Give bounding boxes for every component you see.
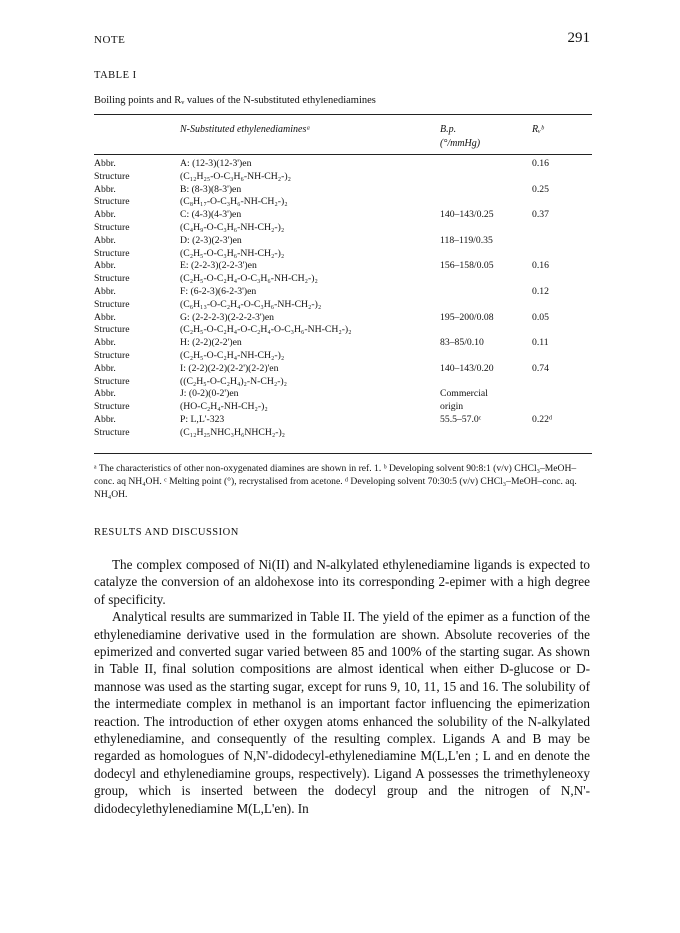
- row-label: Abbr.: [94, 362, 116, 374]
- table-row: [94, 414, 592, 427]
- row-bp: [440, 171, 532, 184]
- row-label: Structure: [94, 375, 130, 387]
- row-rf: [532, 324, 592, 337]
- row-entry: C: (4-3)(4-3')en: [180, 209, 242, 221]
- row-rf: 0.05: [532, 311, 549, 323]
- header-bp-unit: (°/mmHg): [440, 138, 481, 149]
- row-entry: H: (2-2)(2-2')en: [180, 337, 242, 349]
- table-row: [94, 158, 592, 171]
- row-entry: D: (2-3)(2-3')en: [180, 234, 242, 246]
- row-bp: [440, 273, 532, 286]
- header-substituted: N-Substituted ethylenediaminesᵃ: [180, 124, 311, 135]
- table-row: [94, 299, 592, 312]
- row-entry: (C₂H₅-O-C₂H₄-NH-CH₂-)₂: [180, 349, 285, 361]
- row-entry: P: L,L'-323: [180, 413, 225, 425]
- row-label: Structure: [94, 426, 130, 438]
- row-rf: 0.16: [532, 260, 549, 272]
- table-row: [94, 235, 592, 248]
- paragraph-2: Analytical results are summarized in Table II. The yield of the epimer as a function of the ethylenediamine derivative used in the formulation are shown. Absolute recoveries of the epimerized and converted sugar varied between 85 and 100% of the starting sugar. As shown in Table II, final solution compositions are almost identical when either D-glucose or D-mannose was used as the starting sugar, except for runs 9, 10, 11, 15 and 16. The solubility of the intermediate complex in methanol is an important factor influencing the epimerization reaction. The introduction of ether oxygen atoms enhanced the solubility of the N-alkylated ethylenediamine, and consequently of the resulting complex. Ligands A and B may be regarded as homologues of N,N'-didodecyl-ethylenediamine M(L,L'en ; L and en denote the dodecyl and ethylenediamine groups, respectively). Ligand A possesses the trimethyleneoxy group, which is inserted between the dodecyl group and the nitrogen of N,N'-didodecylethylenediamine M(L,L'en). In: [94, 609, 590, 816]
- table-top-rule: [94, 114, 592, 115]
- table-row: [94, 286, 592, 299]
- row-label: Abbr.: [94, 158, 116, 169]
- ethylenediamine-table: [94, 158, 592, 440]
- row-entry: (C₆H₁₃-O-C₂H₄-O-C₃H₆-NH-CH₂-)₂: [180, 298, 322, 310]
- row-entry: A: (12-3)(12-3')en: [180, 158, 252, 169]
- row-rf: 0.12: [532, 285, 549, 297]
- row-bp: [440, 222, 532, 235]
- table-row: [94, 376, 592, 389]
- row-bp: origin: [440, 401, 464, 413]
- row-label: Structure: [94, 170, 130, 182]
- paragraph-1: The complex composed of Ni(II) and N-alkylated ethylenediamine ligands is expected to catalyze the conversion of an aldohexose into its corresponding 2-epimer with a high degree of specificity.: [94, 557, 590, 607]
- row-bp: [440, 427, 532, 440]
- table-row: [94, 388, 592, 401]
- page-number: 291: [567, 30, 590, 46]
- table-header-rule: [94, 154, 592, 155]
- row-bp: 195–200/0.08: [440, 311, 494, 323]
- row-bp: [440, 184, 532, 197]
- table-row: [94, 260, 592, 273]
- row-label: Abbr.: [94, 311, 116, 323]
- row-label: Abbr.: [94, 183, 116, 195]
- row-entry: J: (0-2)(0-2')en: [180, 388, 239, 400]
- row-entry: G: (2-2-2-3)(2-2-2-3')en: [180, 311, 275, 323]
- row-bp: [440, 299, 532, 312]
- row-rf: [532, 401, 592, 414]
- table-caption: Boiling points and Rᵥ values of the N-substituted ethylenediamines: [94, 95, 376, 106]
- row-rf: 0.37: [532, 209, 549, 221]
- table-row: [94, 401, 592, 414]
- row-entry: ((C₂H₅-O-C₂H₄)₂-N-CH₂-)₂: [180, 375, 288, 387]
- row-label: Abbr.: [94, 285, 116, 297]
- row-label: Abbr.: [94, 209, 116, 221]
- row-rf: [532, 235, 592, 248]
- row-label: Structure: [94, 401, 130, 413]
- row-rf: [532, 299, 592, 312]
- row-rf: [532, 196, 592, 209]
- row-label: Abbr.: [94, 388, 116, 400]
- table-body: [94, 158, 592, 440]
- row-bp: [440, 286, 532, 299]
- table-row: [94, 350, 592, 363]
- row-bp: 55.5–57.0ᶜ: [440, 413, 482, 425]
- table-row: [94, 427, 592, 440]
- row-bp: [440, 376, 532, 389]
- row-bp: 140–143/0.25: [440, 209, 494, 221]
- header-rf: Rᵥᵇ: [532, 124, 544, 135]
- row-rf: 0.11: [532, 337, 549, 349]
- row-rf: [532, 350, 592, 363]
- row-entry: (C₄H₉-O-C₃H₆-NH-CH₂-)₂: [180, 221, 285, 233]
- row-entry: (C₁₂H₂₅-O-C₃H₆-NH-CH₂-)₂: [180, 170, 291, 182]
- row-rf: [532, 171, 592, 184]
- table-row: [94, 324, 592, 337]
- row-entry: (C₂H₅-O-C₃H₆-NH-CH₂-)₂: [180, 247, 285, 259]
- table-row: [94, 248, 592, 261]
- row-entry: I: (2-2)(2-2)(2-2')(2-2)'en: [180, 362, 279, 374]
- row-entry: (HO-C₂H₄-NH-CH₂-)₂: [180, 401, 268, 413]
- table-footnote: ᵃ The characteristics of other non-oxygenated diamines are shown in ref. 1. ᵇ Developing solvent 90:8:1 (v/v) CHCl₃–MeOH–conc. aq NH₄OH. ᶜ Melting point (°), recrystalised from acetone. ᵈ Developing solvent 70:30:5 (v/v) CHCl₃–MeOH–conc. aq. NH₄OH.: [94, 463, 577, 500]
- row-rf: 0.25: [532, 183, 549, 195]
- row-bp: 83–85/0.10: [440, 337, 484, 349]
- row-label: Abbr.: [94, 260, 116, 272]
- row-rf: [532, 222, 592, 235]
- table-row: [94, 337, 592, 350]
- row-rf: [532, 248, 592, 261]
- row-entry: B: (8-3)(8-3')en: [180, 183, 242, 195]
- row-rf: 0.22ᵈ: [532, 413, 552, 425]
- row-entry: (C₈H₁₇-O-C₃H₆-NH-CH₂-)₂: [180, 196, 288, 208]
- row-entry: (C₂H₅-O-C₂H₄-O-C₃H₆-NH-CH₂-)₂: [180, 273, 318, 285]
- row-entry: (C₁₂H₂₅NHC₃H₆NHCH₂-)₂: [180, 426, 286, 438]
- table-row: [94, 363, 592, 376]
- section-heading: RESULTS AND DISCUSSION: [94, 527, 239, 538]
- header-bp: B.p.: [440, 124, 457, 135]
- row-rf: [532, 427, 592, 440]
- table-row: [94, 196, 592, 209]
- table-row: [94, 209, 592, 222]
- row-rf: 0.16: [532, 158, 549, 169]
- row-bp: [440, 324, 532, 337]
- table-row: [94, 273, 592, 286]
- row-label: Structure: [94, 196, 130, 208]
- journal-section-label: NOTE: [94, 34, 126, 46]
- row-entry: F: (6-2-3)(6-2-3')en: [180, 285, 257, 297]
- row-rf: [532, 376, 592, 389]
- table-row: [94, 312, 592, 325]
- row-label: Structure: [94, 298, 130, 310]
- table-row: [94, 171, 592, 184]
- table-label: TABLE I: [94, 70, 137, 81]
- row-bp: [440, 350, 532, 363]
- row-entry: E: (2-2-3)(2-2-3')en: [180, 260, 257, 272]
- table-row: [94, 222, 592, 235]
- row-bp: [440, 196, 532, 209]
- row-rf: [532, 388, 592, 401]
- row-label: Structure: [94, 247, 130, 259]
- row-bp: [440, 158, 532, 171]
- row-entry: (C₂H₅-O-C₂H₄-O-C₂H₄-O-C₃H₆-NH-CH₂-)₂: [180, 324, 352, 336]
- row-label: Abbr.: [94, 234, 116, 246]
- row-label: Structure: [94, 349, 130, 361]
- row-bp: Commercial: [440, 388, 488, 400]
- row-rf: [532, 273, 592, 286]
- row-bp: [440, 248, 532, 261]
- table-bottom-rule: [94, 453, 592, 454]
- row-label: Structure: [94, 273, 130, 285]
- row-label: Abbr.: [94, 337, 116, 349]
- row-rf: 0.74: [532, 362, 549, 374]
- table-row: [94, 184, 592, 197]
- row-label: Structure: [94, 324, 130, 336]
- body-text: [94, 556, 590, 817]
- row-label: Structure: [94, 221, 130, 233]
- row-bp: 118–119/0.35: [440, 234, 493, 246]
- row-label: Abbr.: [94, 413, 116, 425]
- row-bp: 156–158/0.05: [440, 260, 494, 272]
- row-bp: 140–143/0.20: [440, 362, 494, 374]
